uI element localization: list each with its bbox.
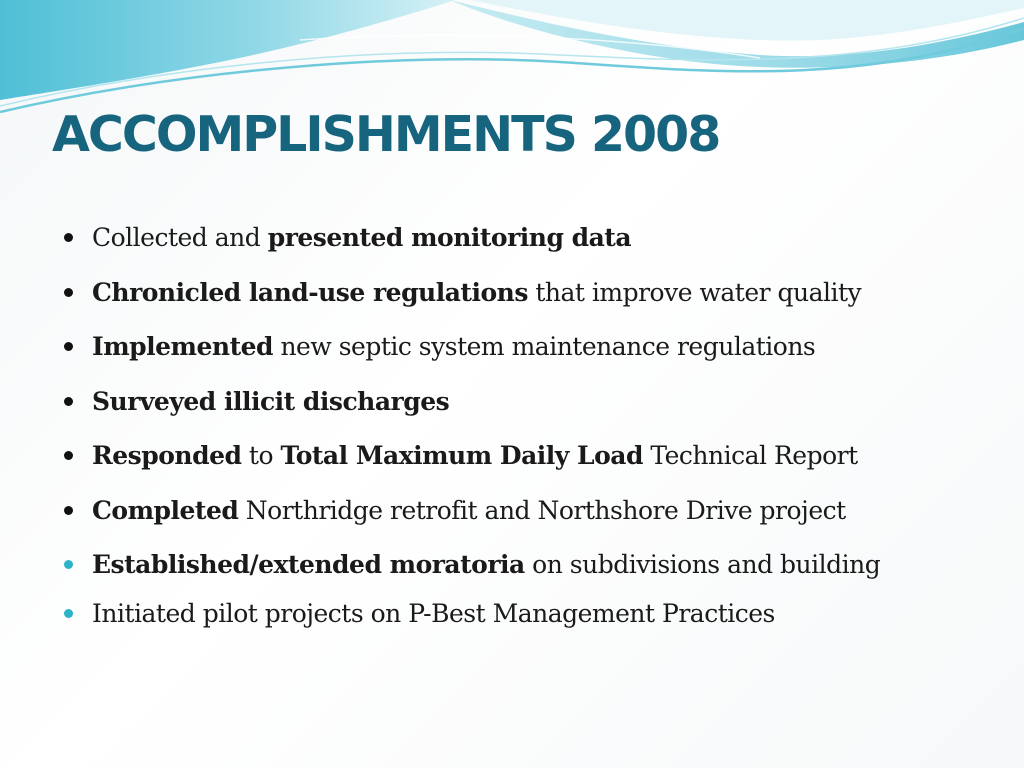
bullet-text: Technical Report (642, 441, 858, 470)
bullet-item (62, 491, 1012, 546)
bullet-item (62, 218, 1012, 273)
bullet-dot-icon (64, 342, 73, 351)
bullet-dot-icon (64, 233, 73, 242)
bullet-dot-icon (64, 506, 73, 515)
bullet-dot-icon (64, 560, 73, 569)
bullet-item (62, 382, 1012, 437)
bullet-text: new septic system maintenance regulations (273, 332, 816, 361)
bullet-text: Northridge retrofit and Northshore Drive project (238, 495, 846, 525)
bullet-text: on subdivisions and building (524, 550, 881, 579)
bullet-list (62, 218, 1012, 643)
bullet-text-bold: Established/extended moratoria (92, 550, 525, 579)
slide-title: ACCOMPLISHMENTS 2008 (52, 106, 720, 163)
bullet-text-bold: Chronicled land-use regulations (92, 277, 528, 307)
bullet-dot-icon (64, 609, 73, 618)
bullet-text-bold: Implemented (92, 332, 273, 361)
bullet-text-bold: Completed (92, 495, 239, 525)
bullet-text: Initiated pilot projects on P-Best Management Practices (92, 599, 775, 628)
bullet-dot-icon (64, 451, 73, 460)
bullet-text: that improve water quality (527, 277, 862, 307)
bullet-item (62, 273, 1012, 328)
bullet-item (62, 436, 1012, 491)
bullet-text: Collected and (92, 223, 268, 252)
bullet-item (62, 545, 1012, 594)
bullet-item (62, 327, 1012, 382)
bullet-text: to (241, 441, 281, 470)
bullet-text-bold: Total Maximum Daily Load (280, 441, 643, 470)
bullet-text-bold: Surveyed illicit discharges (92, 386, 450, 416)
bullet-item (62, 594, 1012, 643)
bullet-text-bold: Responded (92, 441, 242, 470)
bullet-dot-icon (64, 288, 73, 297)
bullet-text-bold: presented monitoring data (267, 223, 632, 252)
bullet-dot-icon (64, 397, 73, 406)
